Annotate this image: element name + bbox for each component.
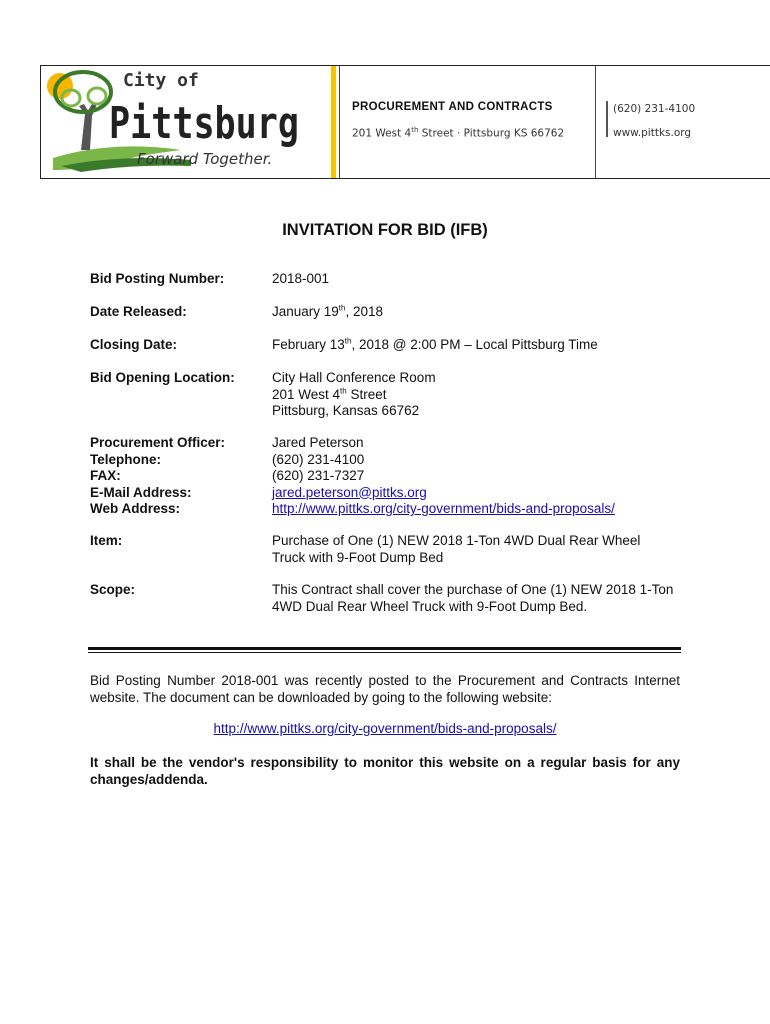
item-line: Truck with 9-Foot Dump Bed: [272, 549, 444, 565]
fax-value: (620) 231-7327: [272, 468, 365, 483]
department-website: www.pittks.org: [613, 127, 692, 139]
telephone-value: (620) 231-4100: [272, 451, 365, 467]
department-address: 201 West 4th Street · Pittsburg KS 66762: [352, 126, 565, 140]
scope-line: This Contract shall cover the purchase of One (1) NEW 2018 1-Ton: [272, 582, 674, 597]
fax-label: FAX:: [90, 468, 121, 483]
sun-icon: [47, 73, 73, 99]
location-line: City Hall Conference Room: [272, 370, 436, 385]
procurement-officer-label: Procurement Officer:: [90, 435, 226, 450]
logo-city-of: City of: [123, 70, 199, 91]
email-link[interactable]: jared.peterson@pittks.org: [272, 484, 427, 500]
logo-city-name: Pittsburg: [109, 98, 299, 149]
section-divider-thick: [88, 647, 681, 650]
item-line: Purchase of One (1) NEW 2018 1-Ton 4WD Dual Rear Wheel: [272, 533, 641, 548]
web-address-label: Web Address:: [90, 501, 181, 516]
document-title: INVITATION FOR BID (IFB): [282, 221, 488, 239]
scope-line: 4WD Dual Rear Wheel Truck with 9-Foot Dump Bed.: [272, 598, 588, 614]
notice-paragraph: Bid Posting Number 2018-001 was recently posted to the Procurement and Contracts Internet website. The document can be downloaded by going to the following website:: [90, 673, 680, 705]
procurement-officer-value: Jared Peterson: [272, 435, 364, 450]
bid-opening-location-label: Bid Opening Location:: [90, 370, 235, 385]
notice-link-line: [0, 721, 770, 736]
date-released-label: Date Released:: [90, 304, 187, 319]
web-address-link[interactable]: http://www.pittks.org/city-government/bids-and-proposals/: [272, 501, 615, 516]
bid-posting-number-label: Bid Posting Number:: [90, 271, 225, 286]
logo-tagline: Forward Together.: [137, 150, 273, 168]
scope-label: Scope:: [90, 582, 136, 597]
city-of-pittsburg-logo: [41, 66, 333, 178]
letterhead: [40, 65, 770, 179]
bid-opening-location-value: [272, 370, 692, 420]
closing-date-value: February 13th, 2018 @ 2:00 PM – Local Pittsburg Time: [272, 336, 598, 352]
department-name: PROCUREMENT AND CONTRACTS: [352, 101, 553, 113]
contact-labels: [90, 435, 225, 518]
department-phone: (620) 231-4100: [613, 103, 696, 115]
letterhead-accent-bar: [331, 66, 336, 178]
letterhead-divider: [339, 66, 340, 178]
contact-values: [272, 435, 692, 518]
contact-accent-bar: [606, 101, 608, 137]
telephone-label: Telephone:: [90, 451, 162, 467]
vendor-responsibility-note: It shall be the vendor's responsibility to monitor this website on a regular basis for any changes/addenda.: [90, 755, 680, 787]
closing-date-label: Closing Date:: [90, 337, 178, 352]
scope-value: [272, 582, 692, 615]
section-divider-thin: [88, 652, 681, 653]
date-released-value: January 19th, 2018: [272, 303, 384, 319]
location-line: Pittsburg, Kansas 66762: [272, 403, 420, 418]
item-value: [272, 533, 692, 566]
letterhead-divider: [595, 66, 596, 178]
bid-posting-number-value: 2018-001: [272, 271, 330, 286]
item-label: Item:: [90, 533, 123, 548]
bids-website-link[interactable]: http://www.pittks.org/city-government/bids-and-proposals/: [213, 721, 557, 736]
email-label: E-Mail Address:: [90, 484, 192, 500]
location-line: 201 West 4th Street: [272, 386, 387, 402]
